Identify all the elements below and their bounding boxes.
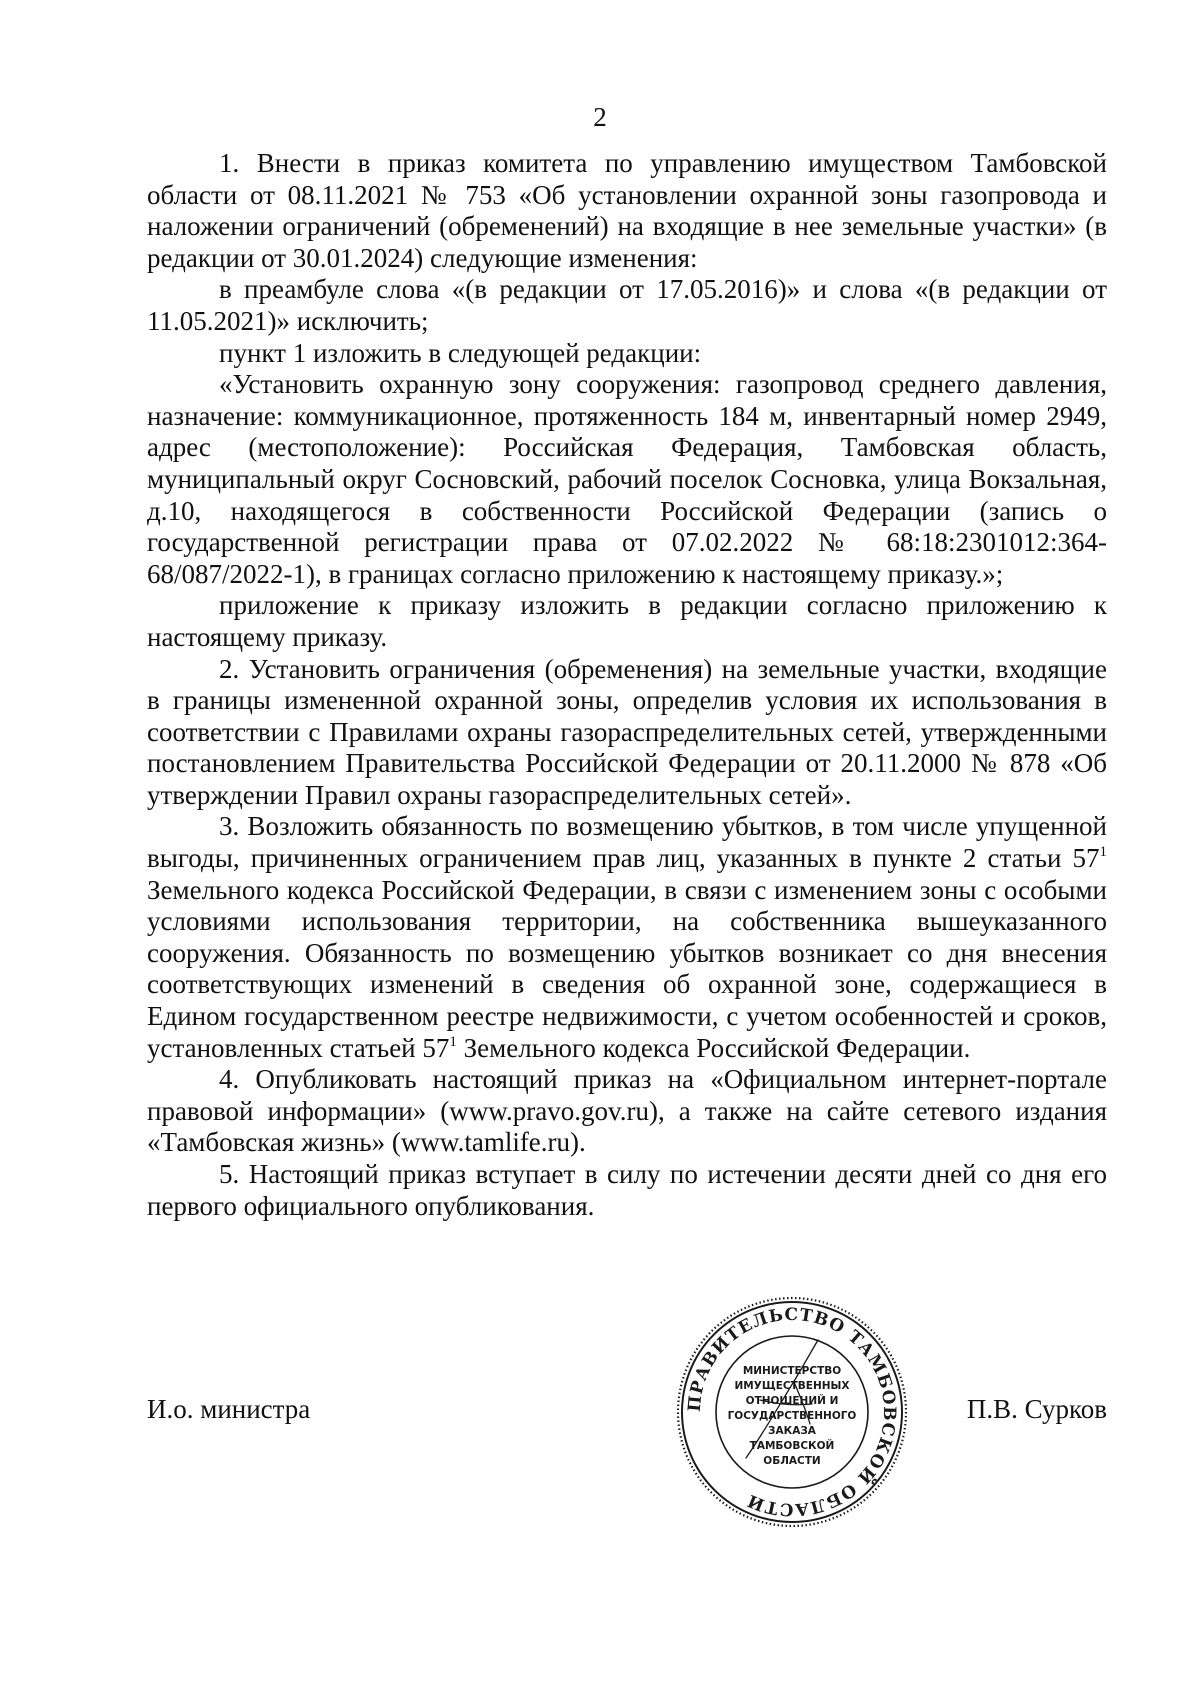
superscript-1: 1 <box>1099 844 1107 861</box>
paragraph-item-1: 1. Внести в приказ комитета по управлению имуществом Тамбовской области от 08.11.2021 № 753 «Об установлении охранной зоны газопровода и наложении ограничений (обременений) на входящие в нее земельные участки» (в редакции от 30.01.2024) следующие изменения: <box>147 148 1107 273</box>
seal-center-line-1: МИНИСТЕРСТВО <box>742 1365 842 1377</box>
document-body <box>147 148 1107 1222</box>
paragraph-item-1-preamble: в преамбуле слова «(в редакции от 17.05.2016)» и слова «(в редакции от 11.05.2021)» исключить; <box>147 274 1107 336</box>
official-seal <box>672 1292 912 1532</box>
page-number: 2 <box>593 102 607 132</box>
paragraph-item-3 <box>147 811 1107 1064</box>
superscript-2: 1 <box>449 1033 457 1050</box>
paragraph-item-3-part-1: 3. Возложить обязанность по возмещению убытков, в том числе упущенной выгоды, причиненных ограничением прав лиц, указанных в пункте 2 статьи 57 <box>147 811 1107 874</box>
seal-center-line-7: ОБЛАСТИ <box>763 1455 821 1467</box>
paragraph-item-1-appendix: приложение к приказу изложить в редакции согласно приложению к настоящему приказу. <box>147 590 1107 652</box>
seal-center-line-5: ЗАКАЗА <box>768 1425 816 1437</box>
paragraph-item-4: 4. Опубликовать настоящий приказ на «Официальном интернет-портале правовой информации» (www.pravo.gov.ru), а также на сайте сетевого издания «Тамбовская жизнь» (www.tamlife.ru). <box>147 1064 1107 1158</box>
paragraph-item-2: 2. Установить ограничения (обременения) на земельные участки, входящие в границы измененной охранной зоны, определив условия их использования в соответствии с Правилами охраны газораспределительных сетей, утвержденными постановлением Правительства Российской Федерации от 20.11.2000 № 878 «Об утверждении Правил охраны газораспределительных сетей». <box>147 653 1107 810</box>
paragraph-item-3-part-2: Земельного кодекса Российской Федерации, в связи с изменением зоны с особыми условиями использования территории, на собственника вышеуказанного сооружения. Обязанность по возмещению убытков возникает со дня внесения соответствующих изменений в сведения об охранной зоне, содержащиеся в Едином государственном реестре недвижимости, с учетом особенностей и сроков, установленных статьей 57 <box>147 874 1107 1063</box>
seal-ring-text-path: ПРАВИТЕЛЬСТВО ТАМБОВСКОЙ ОБЛАСТИ <box>684 1304 900 1520</box>
paragraph-item-1-clause: пункт 1 изложить в следующей редакции: <box>219 337 702 368</box>
seal-center-line-2: ИМУЩЕСТВЕННЫХ <box>734 1380 850 1392</box>
seal-center-line-6: ТАМБОВСКОЙ <box>749 1440 835 1452</box>
seal-graphic <box>672 1292 912 1532</box>
signer-name: П.В. Сурков <box>966 1394 1107 1424</box>
paragraph-item-1-quote: «Установить охранную зону сооружения: газопровод среднего давления, назначение: коммуникационное, протяженность 184 м, инвентарный номер 2949, адрес (местоположение): Российская Федерация, Тамбовская область, муниципальный округ Сосновский, рабочий поселок Сосновка, улица Вокзальная, д.10, находящегося в собственности Российской Федерации (запись о государственной регистрации права от 07.02.2022 № 68:18:2301012:364-68/087/2022-1), в границах согласно приложению к настоящему приказу.»; <box>147 369 1107 589</box>
seal-center-line-4: ГОСУДАРСТВЕННОГО <box>727 1410 857 1422</box>
paragraph-item-3-part-3: Земельного кодекса Российской Федерации. <box>456 1032 971 1063</box>
seal-center-line-3: ОТНОШЕНИЙ И <box>745 1395 839 1407</box>
signature-block <box>147 1392 1107 1432</box>
paragraph-item-5: 5. Настоящий приказ вступает в силу по истечении десяти дней со дня его первого официального опубликования. <box>147 1159 1107 1221</box>
signer-title: И.о. министра <box>147 1394 311 1424</box>
